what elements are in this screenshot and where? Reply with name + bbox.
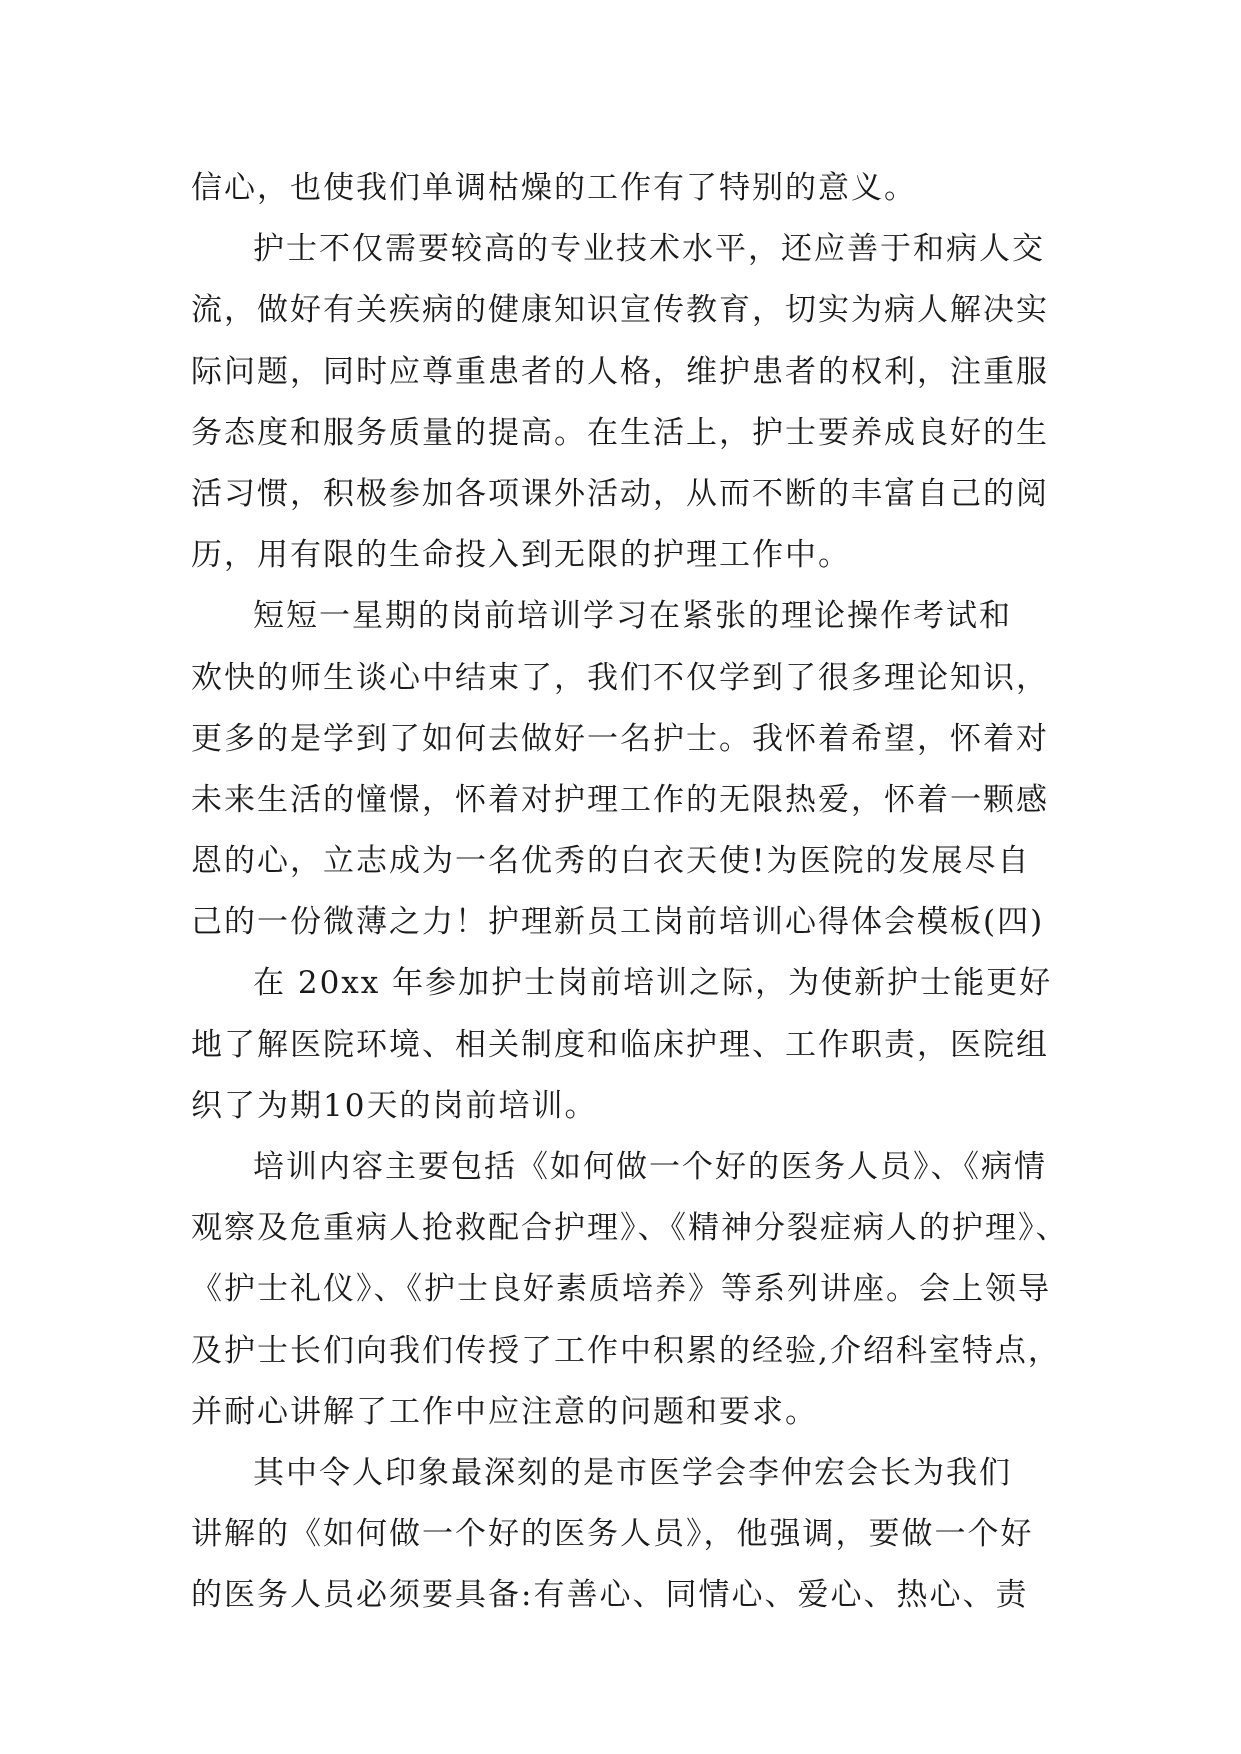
- text-line: 织了为期10天的岗前培训。: [191, 1087, 598, 1124]
- paragraph-first-line: 护士不仅需要较高的专业技术水平，还应善于和病人交: [253, 231, 1045, 268]
- text-line: 历，用有限的生命投入到无限的护理工作中。: [191, 537, 851, 574]
- document-body: [191, 158, 1091, 1627]
- text-line: 务态度和服务质量的提高。在生活上，护士要养成良好的生: [191, 414, 1049, 451]
- paragraph-first-line: 短短一星期的岗前培训学习在紧张的理论操作考试和: [253, 598, 1012, 635]
- text-line: 更多的是学到了如何去做好一名护士。我怀着希望，怀着对: [191, 720, 1049, 757]
- text-line: 流，做好有关疾病的健康知识宣传教育，切实为病人解决实: [191, 292, 1049, 329]
- paragraph-first-line: 其中令人印象最深刻的是市医学会李仲宏会长为我们: [253, 1454, 1012, 1491]
- text-line: 际问题，同时应尊重患者的人格，维护患者的权利，注重服: [191, 353, 1049, 390]
- text-line: 讲解的《如何做一个好的医务人员》，他强调，要做一个好: [191, 1516, 1034, 1553]
- text-line: 观察及危重病人抢救配合护理》、《精神分裂症病人的护理》、: [191, 1210, 1069, 1247]
- text-line: 信心，也使我们单调枯燥的工作有了特别的意义。: [191, 170, 917, 206]
- text-line: 并耐心讲解了工作中应注意的问题和要求。: [191, 1393, 818, 1430]
- paragraph-first-line: 在 20xx 年参加护士岗前培训之际，为使新护士能更好: [253, 965, 1053, 1002]
- text-line: 未来生活的憧憬，怀着对护理工作的无限热爱，怀着一颗感: [191, 781, 1049, 818]
- text-line: 欢快的师生谈心中结束了，我们不仅学到了很多理论知识，: [191, 659, 1049, 696]
- text-line: 及护士长们向我们传授了工作中积累的经验,介绍科室特点，: [191, 1332, 1061, 1369]
- text-line: 《护士礼仪》、《护士良好素质培养》等系列讲座。会上领导: [191, 1271, 1051, 1308]
- paragraph-first-line: 培训内容主要包括《如何做一个好的医务人员》、《病情: [253, 1149, 1047, 1185]
- text-line: 活习惯，积极参加各项课外活动，从而不断的丰富自己的阅: [191, 475, 1049, 512]
- text-line: 己的一份微薄之力！护理新员工岗前培训心得体会模板(四): [191, 904, 1045, 941]
- text-line: 地了解医院环境、相关制度和临床护理、工作职责，医院组: [191, 1026, 1049, 1063]
- text-line: 恩的心，立志成为一名优秀的白衣天使!为医院的发展尽自: [191, 843, 1031, 880]
- text-line: 的医务人员必须要具备:有善心、同情心、爱心、热心、责: [191, 1577, 1029, 1614]
